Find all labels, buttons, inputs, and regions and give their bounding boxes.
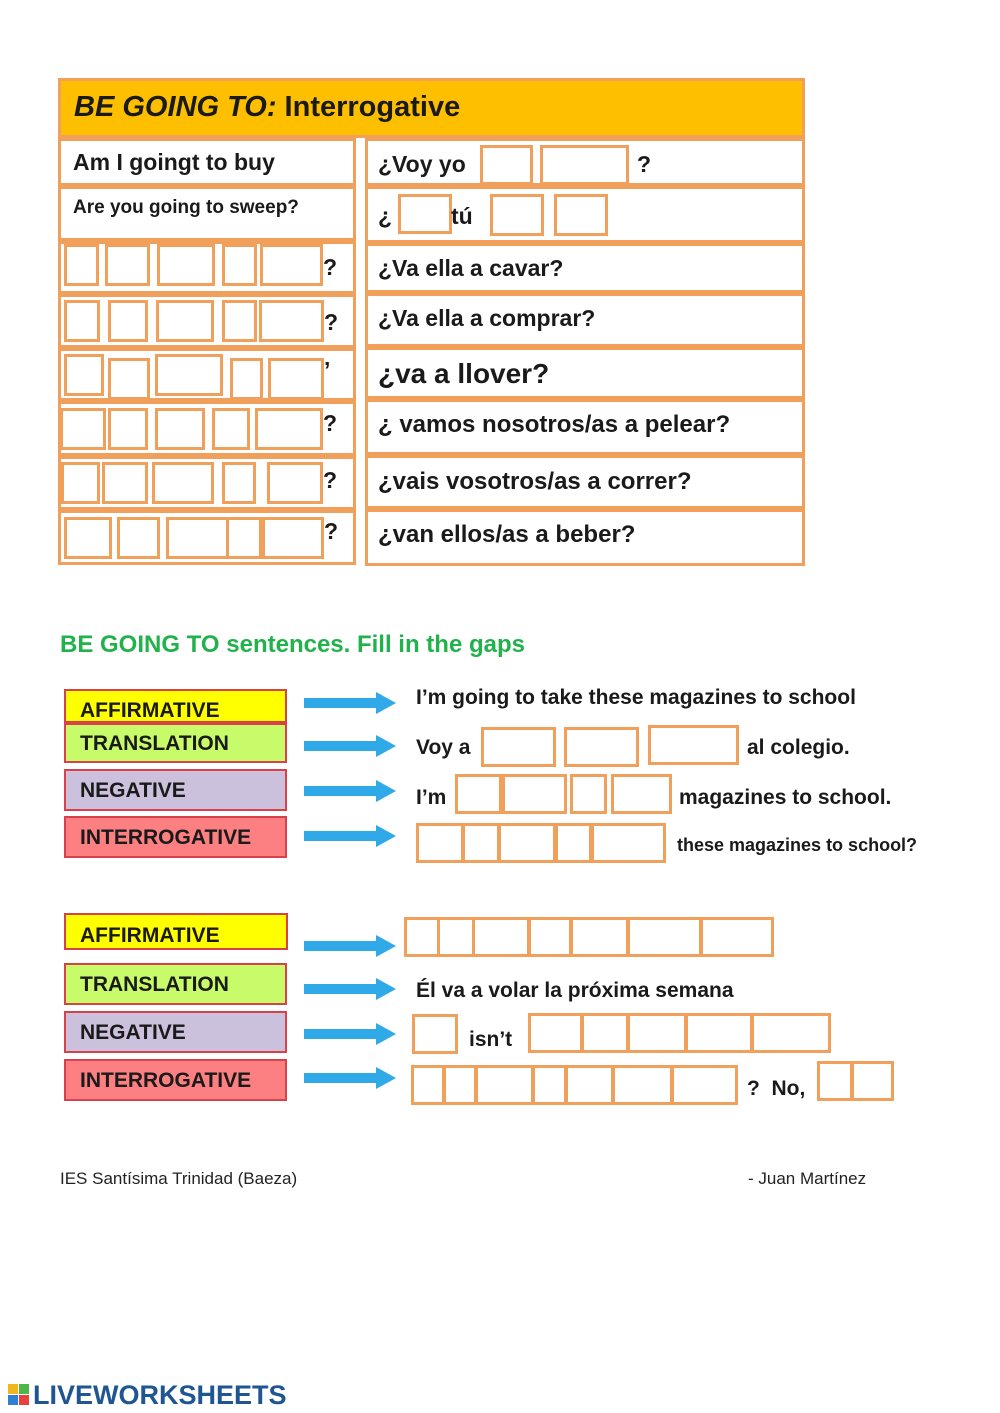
ex2-affirmative-label: AFFIRMATIVE — [64, 913, 288, 950]
ex2-interrogative-gap-6[interactable] — [612, 1065, 673, 1105]
ex2-arrow-1 — [304, 935, 396, 957]
title-bar — [58, 78, 805, 138]
ex2-interrogative-gap-5[interactable] — [565, 1065, 614, 1105]
row4-question-mark: ? — [324, 309, 339, 335]
ex1-translation-gap-2[interactable] — [564, 727, 639, 767]
ex2-negative-gap-6[interactable] — [751, 1013, 831, 1053]
footer-school: IES Santísima Trinidad (Baeza) — [60, 1169, 298, 1188]
ex1-negative-label: NEGATIVE — [64, 769, 287, 811]
ex2-arrow-2 — [304, 978, 396, 1000]
ex2-translation-label: TRANSLATION — [64, 963, 287, 1005]
row2-spanish-mid: tú — [451, 203, 473, 229]
ex1-negative-gap-4[interactable] — [611, 774, 672, 814]
row5-spanish: ¿va a llover? — [378, 358, 550, 389]
row4-gap-5[interactable] — [259, 300, 324, 342]
ex1-translation-suffix: al colegio. — [747, 736, 850, 759]
ex2-interrogative-gap-7[interactable] — [671, 1065, 738, 1105]
row6-question-mark: ? — [323, 410, 338, 436]
ex1-interrogative-gap-5[interactable] — [591, 823, 666, 863]
ex2-affirmative-gap-6[interactable] — [627, 917, 702, 957]
title-normal: Interrogative — [284, 91, 461, 123]
row6-spanish: ¿ vamos nosotros/as a pelear? — [378, 411, 731, 438]
row2-english: Are you going to sweep? — [73, 197, 299, 218]
row8-spanish: ¿van ellos/as a beber? — [378, 521, 636, 548]
ex2-interrogative-gap-2[interactable] — [443, 1065, 477, 1105]
ex2-negative-gap-3[interactable] — [581, 1013, 629, 1053]
row5-gap-4[interactable] — [230, 358, 263, 400]
ex1-negative-gap-3[interactable] — [570, 774, 607, 814]
row5-apostrophe: ’ — [324, 357, 331, 383]
row3-gap-2[interactable] — [105, 244, 150, 286]
row7-gap-3[interactable] — [152, 462, 214, 504]
row6-gap-4[interactable] — [212, 408, 250, 450]
row8-gap-4[interactable] — [226, 517, 262, 559]
row2-gap-3[interactable] — [554, 194, 608, 236]
ex1-translation-gap-1[interactable] — [481, 727, 556, 767]
ex2-negative-mid: isn’t — [469, 1028, 513, 1051]
row7-question-mark: ? — [323, 467, 338, 493]
ex1-translation-prefix: Voy a — [416, 736, 471, 759]
ex2-affirmative-gap-7[interactable] — [700, 917, 774, 957]
ex1-interrogative-gap-4[interactable] — [555, 823, 592, 863]
row4-gap-1[interactable] — [64, 300, 100, 342]
ex2-answer-gap-2[interactable] — [851, 1061, 894, 1101]
row7-gap-2[interactable] — [102, 462, 148, 504]
liveworksheets-logo-icon — [8, 1384, 30, 1406]
row1-gap-2[interactable] — [540, 145, 629, 185]
ex2-negative-gap-5[interactable] — [685, 1013, 753, 1053]
ex2-negative-label: NEGATIVE — [64, 1011, 287, 1053]
ex2-negative-gap-2[interactable] — [528, 1013, 583, 1053]
ex2-interrogative-gap-4[interactable] — [532, 1065, 567, 1105]
ex1-translation-label: TRANSLATION — [64, 723, 287, 763]
title-italic: BE GOING TO: — [74, 91, 277, 123]
row7-gap-1[interactable] — [61, 462, 100, 504]
ex1-interrogative-gap-2[interactable] — [462, 823, 500, 863]
row8-gap-1[interactable] — [64, 517, 112, 559]
ex2-affirmative-gap-2[interactable] — [437, 917, 475, 957]
ex2-negative-gap-1[interactable] — [412, 1014, 458, 1054]
ex1-negative-gap-1[interactable] — [455, 774, 502, 814]
ex1-translation-gap-3[interactable] — [648, 725, 739, 765]
row5-gap-2[interactable] — [108, 358, 150, 400]
ex1-negative-gap-2[interactable] — [502, 774, 567, 814]
row7-gap-5[interactable] — [267, 462, 323, 504]
row5-gap-1[interactable] — [64, 354, 104, 396]
page-title — [74, 91, 460, 124]
ex1-affirmative-label: AFFIRMATIVE — [64, 689, 287, 723]
row1-gap-1[interactable] — [480, 145, 533, 185]
row3-gap-1[interactable] — [64, 244, 99, 286]
ex2-interrogative-gap-1[interactable] — [411, 1065, 445, 1105]
row4-gap-2[interactable] — [108, 300, 148, 342]
ex1-interrogative-suffix: these magazines to school? — [677, 835, 918, 855]
ex1-negative-suffix: magazines to school. — [679, 786, 892, 809]
row8-gap-5[interactable] — [262, 517, 324, 559]
row4-gap-3[interactable] — [156, 300, 214, 342]
row2-gap-2[interactable] — [490, 194, 544, 236]
row4-spanish: ¿Va ella a comprar? — [378, 305, 596, 331]
ex2-arrow-3 — [304, 1023, 396, 1045]
ex1-negative-prefix: I’m — [416, 786, 447, 809]
row6-gap-5[interactable] — [255, 408, 323, 450]
ex1-arrow-2 — [304, 735, 396, 757]
row3-gap-3[interactable] — [157, 244, 215, 286]
row3-spanish: ¿Va ella a cavar? — [378, 255, 564, 281]
row8-gap-2[interactable] — [117, 517, 160, 559]
row6-gap-3[interactable] — [155, 408, 205, 450]
row3-gap-5[interactable] — [260, 244, 323, 286]
ex1-interrogative-gap-1[interactable] — [416, 823, 464, 863]
row3-gap-4[interactable] — [222, 244, 257, 286]
ex2-interrogative-suffix: ? No, — [747, 1077, 806, 1100]
row2-gap-1[interactable] — [398, 194, 452, 234]
ex2-interrogative-gap-3[interactable] — [475, 1065, 534, 1105]
ex2-affirmative-gap-3[interactable] — [472, 917, 530, 957]
ex2-arrow-4 — [304, 1067, 396, 1089]
ex1-interrogative-gap-3[interactable] — [498, 823, 556, 863]
ex2-affirmative-gap-5[interactable] — [570, 917, 629, 957]
ex2-affirmative-gap-4[interactable] — [528, 917, 572, 957]
row5-gap-3[interactable] — [155, 354, 223, 396]
ex1-affirmative-sentence: I’m going to take these magazines to school — [416, 686, 856, 709]
row6-gap-1[interactable] — [60, 408, 106, 450]
liveworksheets-logo[interactable]: LIVEWORKSHEETS — [33, 1380, 287, 1410]
row1-spanish-prefix: ¿Voy yo — [378, 151, 466, 177]
row7-gap-4[interactable] — [222, 462, 256, 504]
row3-question-mark: ? — [323, 254, 338, 280]
ex1-arrow-1 — [304, 692, 396, 714]
row5-gap-5[interactable] — [268, 358, 324, 400]
row1-english: Am I goingt to buy — [73, 149, 275, 175]
row2-spanish-prefix: ¿ — [378, 203, 393, 229]
ex2-answer-gap-1[interactable] — [817, 1061, 853, 1101]
ex1-arrow-3 — [304, 780, 396, 802]
row1-question-mark: ? — [637, 151, 652, 177]
row8-question-mark: ? — [324, 518, 339, 544]
row4-gap-4[interactable] — [222, 300, 257, 342]
ex2-interrogative-label: INTERROGATIVE — [64, 1059, 287, 1101]
ex2-negative-gap-4[interactable] — [627, 1013, 687, 1053]
row7-spanish: ¿vais vosotros/as a correr? — [378, 468, 692, 495]
row6-gap-2[interactable] — [108, 408, 148, 450]
ex2-affirmative-gap-1[interactable] — [404, 917, 440, 957]
footer-author: - Juan Martínez — [748, 1169, 867, 1188]
ex2-translation-sentence: Él va a volar la próxima semana — [416, 979, 734, 1002]
ex1-interrogative-label: INTERROGATIVE — [64, 816, 287, 858]
section-title: BE GOING TO sentences. Fill in the gaps — [60, 631, 525, 658]
ex1-arrow-4 — [304, 825, 396, 847]
